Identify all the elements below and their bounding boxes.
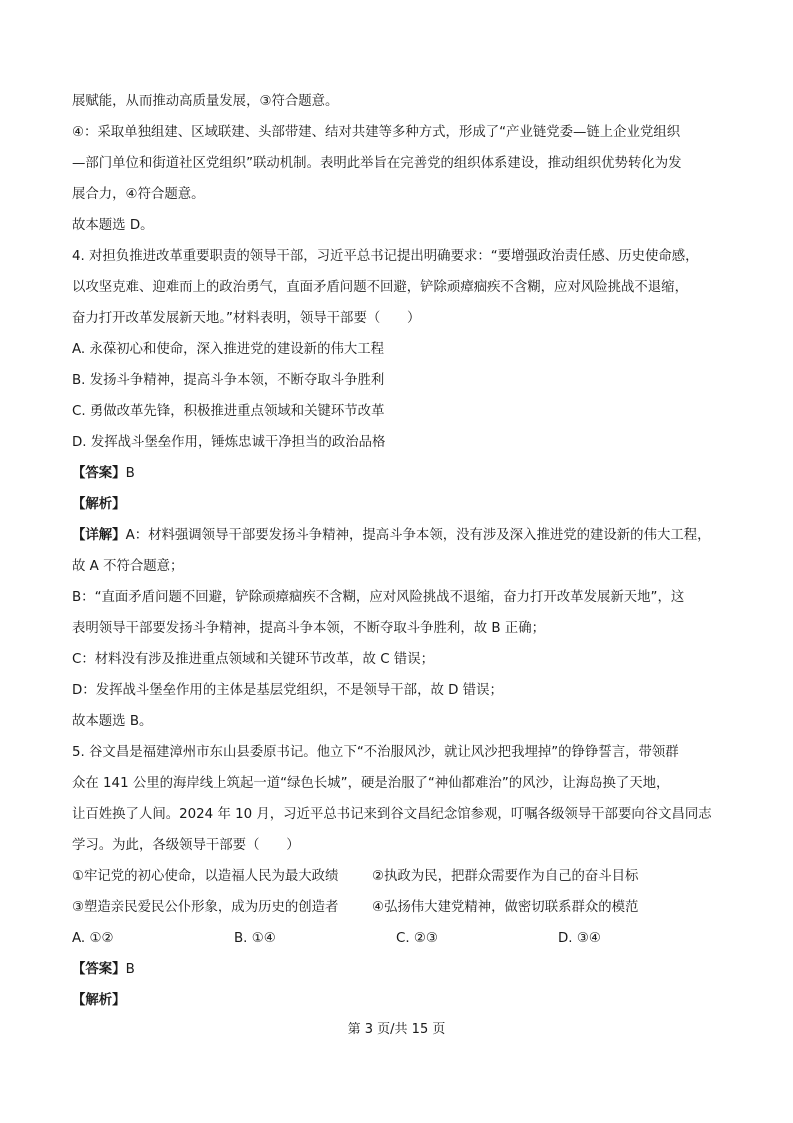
statement-2: ②执政为民，把群众需要作为自己的奋斗目标: [372, 869, 639, 884]
question-5-stem: 众在 141 公里的海岸线上筑起一道“绿色长城”，硬是治服了“神仙都难治”的风沙，让海岛换了天地，: [72, 776, 670, 791]
analysis-tag: 【解析】: [72, 993, 126, 1008]
choice-d: D. ③④: [558, 931, 601, 946]
text-line: ④：采取单独组建、区域联建、头部带建、结对共建等多种方式，形成了“产业链党委—链上企业党组织: [72, 125, 681, 140]
question-5-answer: [72, 954, 752, 985]
detail-line: 表明领导干部要发扬斗争精神，提高斗争本领，不断夺取斗争胜利，故 B 正确；: [72, 621, 545, 636]
question-5-choices: [72, 923, 752, 954]
question-4-option-d: D. 发挥战斗堡垒作用，锤炼忠诚干净担当的政治品格: [72, 435, 386, 450]
question-4-stem: 奋力打开改革发展新天地。”材料表明，领导干部要（ ）: [72, 311, 421, 326]
text-line: 展赋能，从而推动高质量发展，③符合题意。: [72, 94, 339, 109]
question-5-stem: 5. 谷文昌是福建漳州市东山县委原书记。他立下“不治服风沙，就让风沙把我埋掉”的铮铮誓言，带领群: [72, 745, 679, 760]
page-footer: 第 3 页/共 15 页: [347, 1022, 446, 1037]
question-5-statements: [72, 861, 752, 923]
choice-b: B. ①④: [234, 931, 276, 946]
choice-a: A. ①②: [72, 931, 114, 946]
question-4-analysis-heading: [72, 489, 752, 520]
detail-line: B：“直面矛盾问题不回避，铲除顽瘴痼疾不含糊，应对风险挑战不退缩，奋力打开改革发展新天地”，这: [72, 590, 685, 605]
question-4-stem: 以攻坚克难、迎难而上的政治勇气，直面矛盾问题不回避，铲除顽瘴痼疾不含糊，应对风险挑战不退缩，: [72, 280, 688, 295]
analysis-tag: 【解析】: [72, 497, 126, 512]
text-line: —部门单位和街道社区党组织”联动机制。表明此举旨在完善党的组织体系建设，推动组织优势转化为发: [72, 156, 682, 171]
statement-3: ③塑造亲民爱民公仆形象，成为历史的创造者: [72, 900, 339, 915]
detail-line: 故 A 不符合题意；: [72, 559, 184, 574]
text-line: 故本题选 D。: [72, 218, 154, 233]
detail-text: A：材料强调领导干部要发扬斗争精神，提高斗争本领，没有涉及深入推进党的建设新的伟大工程，: [125, 528, 711, 543]
statement-1: ①牢记党的初心使命，以造福人民为最大政绩: [72, 869, 339, 884]
detail-line: C：材料没有涉及推进重点领域和关键环节改革，故 C 错误；: [72, 652, 434, 667]
question-4-stem: 4. 对担负推进改革重要职责的领导干部，习近平总书记提出明确要求：“要增强政治责任感、历史使命感，: [72, 249, 699, 264]
answer-value: B: [125, 962, 135, 977]
question-4-option-b: B. 发扬斗争精神，提高斗争本领，不断夺取斗争胜利: [72, 373, 385, 388]
choice-c: C. ②③: [396, 931, 438, 946]
statement-4: ④弘扬伟大建党精神，做密切联系群众的模范: [372, 900, 639, 915]
question-4-option-c: C. 勇做改革先锋，积极推进重点领域和关键环节改革: [72, 404, 385, 419]
question-4-detail: [72, 520, 752, 551]
text-line: 展合力，④符合题意。: [72, 187, 205, 202]
document-page: [72, 86, 752, 1016]
question-5-analysis-heading: [72, 985, 752, 1016]
question-4-answer: [72, 458, 752, 489]
question-5-stem: 让百姓换了人间。2024 年 10 月，习近平总书记来到谷文昌纪念馆参观，叮嘱各级领导干部要向谷文昌同志: [72, 807, 712, 822]
answer-tag: 【答案】: [72, 962, 126, 977]
question-4-option-a: A. 永葆初心和使命，深入推进党的建设新的伟大工程: [72, 342, 385, 357]
detail-line: 故本题选 B。: [72, 714, 153, 729]
detail-tag: 【详解】: [72, 528, 126, 543]
answer-tag: 【答案】: [72, 466, 126, 481]
answer-value: B: [125, 466, 135, 481]
question-5-stem: 学习。为此，各级领导干部要（ ）: [72, 838, 300, 853]
detail-line: D：发挥战斗堡垒作用的主体是基层党组织，不是领导干部，故 D 错误；: [72, 683, 503, 698]
